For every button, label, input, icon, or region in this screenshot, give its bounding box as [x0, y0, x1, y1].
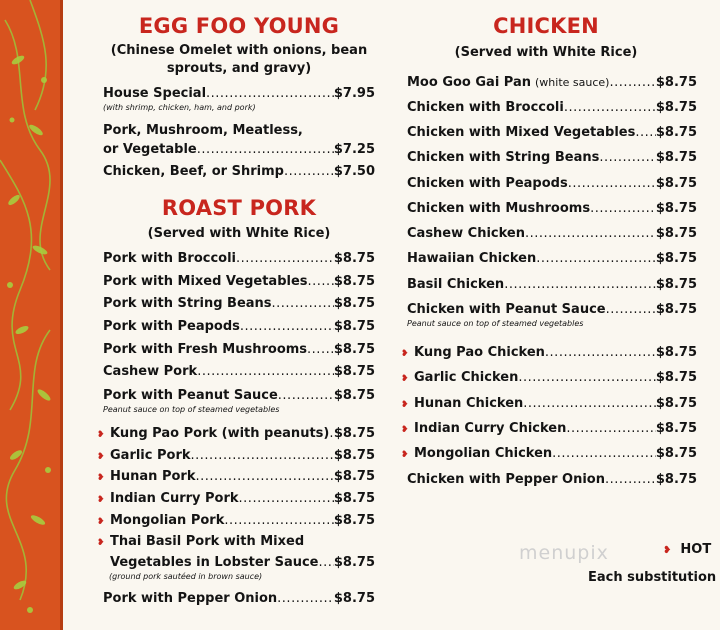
pepper-icon: ❥	[97, 538, 105, 548]
item-price: $8.75	[655, 446, 697, 461]
item-price: $8.75	[333, 469, 375, 484]
item-price: $8.75	[655, 302, 697, 317]
item-price: $8.75	[655, 125, 697, 140]
item-price: $8.75	[655, 421, 697, 436]
menu-item	[103, 589, 375, 608]
item-price: $7.25	[333, 142, 375, 157]
item-price: $8.75	[333, 388, 375, 403]
menu-item	[97, 446, 375, 467]
item-price: $8.75	[333, 251, 375, 266]
hot-label: HOT	[680, 542, 712, 557]
item-name: Pork with Peapods	[103, 319, 240, 334]
item-note: (white sauce)	[535, 76, 610, 89]
item-name: Pork with Mixed Vegetables	[103, 274, 308, 289]
menu-item	[401, 394, 697, 415]
item-price: $8.75	[333, 296, 375, 311]
floral-pattern	[0, 0, 60, 630]
item-price: $8.75	[333, 555, 375, 570]
item-name: Kung Pao Pork (with peanuts)	[110, 426, 330, 441]
item-name: Pork with Peanut Sauce	[103, 388, 278, 403]
item-price: $7.95	[333, 86, 375, 101]
item-price: $8.75	[333, 448, 375, 463]
item-price: $8.75	[655, 277, 697, 292]
menu-item	[401, 419, 697, 440]
menu-item	[97, 467, 375, 488]
egg-foo-young-subtitle: (Chinese Omelet with onions, bean	[110, 43, 368, 58]
item-price: $8.75	[655, 226, 697, 241]
item-name: Mongolian Pork	[110, 513, 225, 528]
item-name: Garlic Chicken	[414, 370, 519, 385]
menu-item	[407, 275, 697, 294]
item-name: Hunan Pork	[110, 469, 196, 484]
item-price: $8.75	[333, 513, 375, 528]
decorative-border-strip	[0, 0, 63, 630]
item-name: Cashew Pork	[103, 364, 198, 379]
menupix-watermark: menupix	[519, 542, 609, 564]
pepper-icon: ❥	[97, 517, 105, 527]
item-name: Chicken with Peapods	[407, 176, 568, 191]
item-name: Chicken with String Beans	[407, 150, 600, 165]
pepper-icon: ❥	[401, 349, 409, 359]
item-price: $8.75	[655, 472, 697, 487]
pepper-icon: ❥	[97, 430, 105, 440]
chicken-subtitle: (Served with White Rice)	[454, 45, 638, 60]
item-price: $8.75	[655, 176, 697, 191]
menu-item	[97, 511, 375, 532]
pepper-icon: ❥	[401, 450, 409, 460]
menu-item	[103, 340, 375, 359]
menu-item	[103, 317, 375, 336]
item-price: $8.75	[655, 201, 697, 216]
menu-item	[407, 199, 697, 218]
item-price: $7.50	[333, 164, 375, 179]
item-name: Kung Pao Chicken	[414, 345, 545, 360]
menu-item	[97, 532, 375, 582]
item-name: Chicken with Peanut Sauce	[407, 302, 606, 317]
item-name: Chicken with Pepper Onion	[407, 472, 605, 487]
item-name: Chicken with Broccoli	[407, 100, 564, 115]
menu-item	[407, 98, 697, 117]
item-price: $8.75	[333, 319, 375, 334]
menu-item	[97, 489, 375, 510]
item-price: $8.75	[655, 75, 697, 90]
item-price: $8.75	[655, 150, 697, 165]
menu-item	[407, 123, 697, 142]
item-name: Thai Basil Pork with Mixed	[110, 534, 305, 549]
egg-foo-young-subtitle: sprouts, and gravy)	[166, 61, 312, 76]
menu-item	[407, 73, 697, 92]
item-name: Hawaiian Chicken	[407, 251, 537, 266]
item-price: $8.75	[655, 345, 697, 360]
item-name: Cashew Chicken	[407, 226, 525, 241]
item-name: Hunan Chicken	[414, 396, 524, 411]
item-note: Peanut sauce on top of steamed vegetables	[103, 405, 280, 414]
item-name: Pork with Fresh Mushrooms	[103, 342, 308, 357]
substitution-note: Each substitution	[588, 570, 717, 585]
item-price: $8.75	[333, 491, 375, 506]
chicken-heading: CHICKEN	[493, 14, 599, 38]
item-name: Chicken with Mixed Vegetables	[407, 125, 636, 140]
pepper-icon: ❥	[401, 425, 409, 435]
item-name: House Special	[103, 86, 207, 101]
item-name: Vegetables in Lobster Sauce	[110, 555, 319, 570]
hot-legend	[663, 542, 711, 557]
item-price: $8.75	[655, 370, 697, 385]
menu-item	[401, 343, 697, 364]
item-name: Garlic Pork	[110, 448, 191, 463]
menu-item	[103, 272, 375, 291]
menu-item	[103, 386, 375, 415]
item-name: Pork with Pepper Onion	[103, 591, 278, 606]
item-price: $8.75	[333, 274, 375, 289]
item-price: $8.75	[333, 426, 375, 441]
item-price: $8.75	[655, 396, 697, 411]
item-name: Basil Chicken	[407, 277, 505, 292]
pepper-icon: ❥	[401, 374, 409, 384]
item-price: $8.75	[655, 251, 697, 266]
pepper-icon: ❥	[401, 400, 409, 410]
item-name: Mongolian Chicken	[414, 446, 553, 461]
item-note: (with shrimp, chicken, ham, and pork)	[103, 103, 256, 112]
pepper-icon: ❥	[97, 473, 105, 483]
pepper-icon: ❥	[97, 452, 105, 462]
item-name: or Vegetable	[103, 142, 197, 157]
menu-item	[103, 162, 375, 181]
item-price: $8.75	[333, 364, 375, 379]
roast-pork-subtitle: (Served with White Rice)	[147, 226, 331, 241]
roast-pork-heading: ROAST PORK	[161, 196, 317, 220]
item-name: Pork with String Beans	[103, 296, 272, 311]
item-price: $8.75	[333, 342, 375, 357]
menu-item	[103, 294, 375, 313]
menu-item	[97, 424, 375, 445]
item-name: Chicken with Mushrooms	[407, 201, 591, 216]
item-price: $8.75	[333, 591, 375, 606]
menu-item	[407, 249, 697, 268]
pepper-icon: ❥	[663, 545, 672, 556]
item-name: Indian Curry Chicken	[414, 421, 567, 436]
pepper-icon: ❥	[97, 495, 105, 505]
menu-item	[401, 368, 697, 389]
menu-item	[103, 249, 375, 268]
item-price: $8.75	[655, 100, 697, 115]
item-name: Pork with Broccoli	[103, 251, 237, 266]
menu-item	[407, 224, 697, 243]
menu-item	[103, 121, 375, 159]
menu-item	[407, 174, 697, 193]
menu-item	[401, 444, 697, 465]
item-name: Indian Curry Pork	[110, 491, 239, 506]
item-name: Chicken, Beef, or Shrimp	[103, 164, 284, 179]
menu-item	[103, 362, 375, 381]
item-note: Peanut sauce on top of steamed vegetables	[407, 319, 584, 328]
item-name: Pork, Mushroom, Meatless,	[103, 123, 303, 138]
menu-item	[407, 148, 697, 167]
menu-item	[103, 84, 375, 113]
item-name: Moo Goo Gai Pan	[407, 75, 532, 90]
egg-foo-young-heading: EGG FOO YOUNG	[138, 14, 340, 38]
menu-item	[407, 300, 697, 329]
item-note: (ground pork sautéed in brown sauce)	[109, 572, 263, 581]
menu-item	[407, 470, 697, 489]
